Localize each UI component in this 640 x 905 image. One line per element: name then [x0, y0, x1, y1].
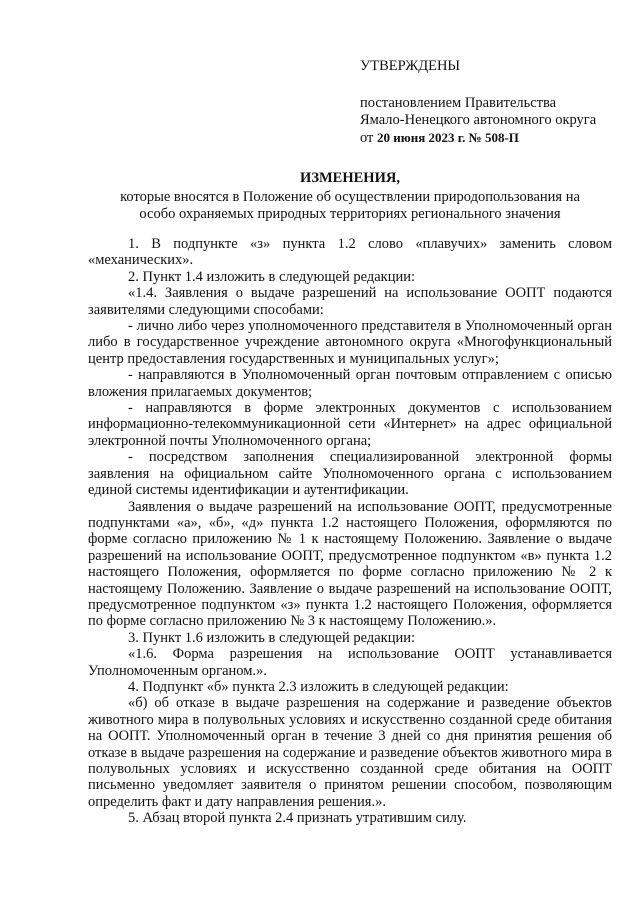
- approval-from: от: [360, 130, 374, 146]
- approval-line-2: Ямало-Ненецкого автономного округа: [360, 112, 597, 128]
- approval-date-line: [360, 129, 630, 147]
- paragraph: «1.6. Форма разрешения на использование ООПТ устанавливается Уполномоченным органом.».: [88, 646, 612, 679]
- paragraph: 5. Абзац второй пункта 2.4 признать утратившим силу.: [128, 810, 467, 827]
- paragraph: - посредством заполнения специализированной электронной формы заявления на официальном сайте Уполномоченного органа с использованием единой системы идентификации и аутентификации.: [88, 449, 612, 499]
- approval-number: 20 июня 2023 г. № 508-П: [377, 130, 519, 145]
- paragraph: Заявления о выдаче разрешений на использование ООПТ, предусмотренные подпунктами «а», «б», «д» пункта 1.2 настоящего Положения, оформляются по форме согласно приложению № 1 к настоящему Положению. Заявление о выдаче разрешений на использование ООПТ, предусмотренное подпунктом «в» пункта 1.2 настоящего Положения, оформляется по форме согласно приложению № 2 к настоящему Положению. Заявление о выдаче разрешений на использование ООПТ, предусмотренное подпунктом «з» пункта 1.2 настоящего Положения, оформляется по форме согласно приложению № 3 к настоящему Положению.».: [88, 498, 612, 630]
- document-title: [88, 170, 612, 223]
- title-sub-2: особо охраняемых природных территориях регионального значения: [139, 206, 561, 222]
- title-main: ИЗМЕНЕНИЯ,: [300, 170, 400, 186]
- approval-block: [360, 58, 630, 147]
- paragraph: «1.4. Заявления о выдаче разрешений на использование ООПТ подаются заявителями следующими способами:: [88, 285, 612, 318]
- paragraph: «б) об отказе в выдаче разрешения на содержание и разведение объектов животного мира в полувольных условиях и искусственно созданной среде обитания на ООПТ. Уполномоченный орган в течение 3 дней со дня принятия решения об отказе в выдаче разрешения на содержание и разведение объектов животного мира в полувольных условиях и искусственно созданной среде обитания на ООПТ письменно уведомляет заявителя о принятом решении способом, позволяющим определить факт и дату направления решения.».: [88, 695, 612, 810]
- paragraph: - направляются в Уполномоченный орган почтовым отправлением с описью вложения прилагаемых документов;: [88, 367, 612, 400]
- approval-line-1: постановлением Правительства: [360, 95, 557, 111]
- paragraph: - лично либо через уполномоченного представителя в Уполномоченный орган либо в государственное учреждение автономного округа «Многофункциональный центр предоставления государственных и муниципальных услуг»;: [88, 318, 612, 367]
- paragraph: 1. В подпункте «з» пункта 1.2 слово «плавучих» заменить словом «механических».: [88, 236, 612, 269]
- document-body: [88, 236, 612, 827]
- approved-label: УТВЕРЖДЕНЫ: [360, 58, 461, 74]
- paragraph: - направляются в форме электронных документов с использованием информационно-телекоммуникационной сети «Интернет» на адрес официальной электронной почты Уполномоченного органа;: [88, 400, 612, 449]
- paragraph: 4. Подпункт «б» пункта 2.3 изложить в следующей редакции:: [128, 678, 509, 695]
- title-sub-1: которые вносятся в Положение об осуществлении природопользования на: [120, 189, 580, 205]
- paragraph: 2. Пункт 1.4 изложить в следующей редакции:: [128, 268, 416, 285]
- paragraph: 3. Пункт 1.6 изложить в следующей редакции:: [128, 629, 416, 646]
